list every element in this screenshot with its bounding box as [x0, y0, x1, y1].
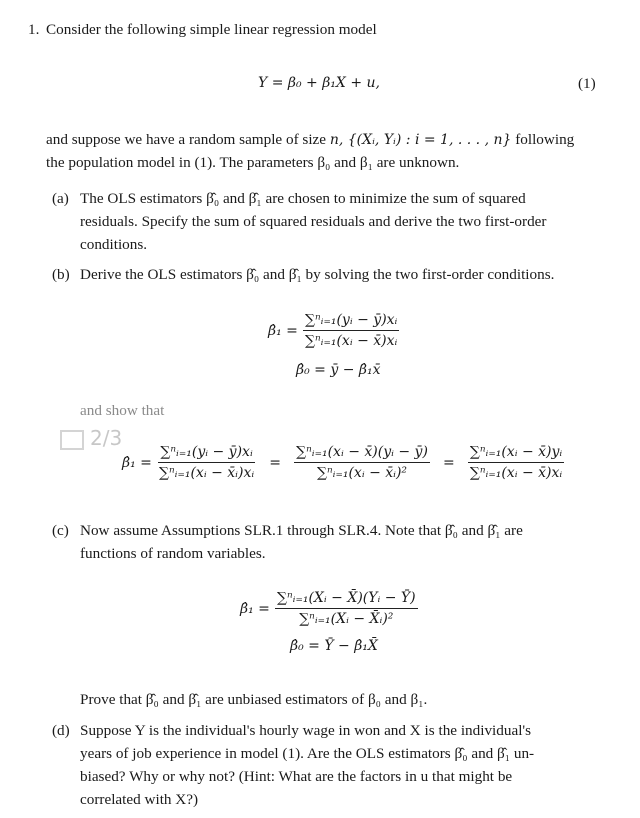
page-watermark-icon: [60, 430, 84, 450]
part-b-eq3-fraction2: [294, 444, 430, 481]
sample-text-a: and suppose we have a random sample of size: [46, 131, 327, 148]
part-b-eq3-fraction1: [157, 444, 256, 481]
page-watermark-text: 2/3: [90, 426, 123, 450]
part-d-line3: biased? Why or why not? (Hint: What are the factors in u that might be: [80, 768, 513, 785]
part-d-line1: Suppose Y is the individual's hourly wage in won and X is the individual's: [80, 722, 532, 739]
part-b-eq3-f3-denominator: ∑ⁿᵢ₌₁(xᵢ − x̄)xᵢ: [469, 465, 563, 481]
part-c-eq1-fraction: [275, 590, 418, 627]
part-b-eq1-denominator: ∑ⁿᵢ₌₁(xᵢ − x̄)xᵢ: [304, 333, 398, 349]
part-b-eq3-fraction3: [468, 444, 564, 481]
part-d-line4: correlated with X?): [80, 791, 199, 808]
part-a-label: (a): [52, 190, 69, 207]
sample-description-line1: [46, 131, 574, 148]
part-b-eq3-f2-numerator: ∑ⁿᵢ₌₁(xᵢ − x̄)(yᵢ − ȳ): [294, 444, 430, 463]
part-c-prove: Prove that β̂₀ and β̂₁ are unbiased estimators of β₀ and β₁.: [80, 691, 428, 708]
sample-text-c: following: [515, 131, 575, 148]
part-b-eq1-numerator: ∑ⁿᵢ₌₁(yᵢ − ȳ)xᵢ: [303, 312, 399, 331]
page-watermark: [60, 426, 122, 450]
part-c-beta0-equation: β̂₀ = Ȳ − β̂₁X̄: [290, 638, 378, 654]
part-b-label: (b): [52, 266, 70, 283]
equals-sign-1: =: [269, 455, 281, 471]
part-b-line1: Derive the OLS estimators β̂₀ and β̂₁ by solving the two first-order conditions.: [80, 266, 555, 283]
part-b-beta1-equation: [268, 312, 399, 349]
question-intro: Consider the following simple linear regression model: [46, 21, 377, 38]
part-d-line2: years of job experience in model (1). Are the OLS estimators β̂₀ and β̂₁ un-: [80, 745, 535, 762]
part-c-line2: functions of random variables.: [80, 545, 266, 562]
part-c-eq1-denominator: ∑ⁿᵢ₌₁(Xᵢ − X̄ᵢ)²: [299, 611, 394, 627]
equals-sign-2: =: [443, 455, 455, 471]
part-a-line1: The OLS estimators β̂₀ and β̂₁ are chosen to minimize the sum of squared: [80, 190, 526, 207]
part-b-eq3-lhs: β̂₁ =: [122, 455, 152, 471]
part-d-label: (d): [52, 722, 70, 739]
question-number: 1.: [28, 21, 40, 38]
part-b-beta0-equation: β̂₀ = ȳ − β̂₁x̄: [296, 362, 381, 378]
sample-set-notation: n, {(Xᵢ, Yᵢ) : i = 1, . . . , n}: [329, 132, 512, 148]
show-that-text: and show that: [80, 402, 165, 419]
model-equation: Y = β₀ + β₁X + u,: [258, 75, 380, 91]
part-c-beta1-equation: [240, 590, 418, 627]
part-b-eq1-fraction: [303, 312, 399, 349]
part-a-line2: residuals. Specify the sum of squared residuals and derive the two first-order: [80, 213, 547, 230]
part-b-beta1-identity: [122, 444, 564, 481]
part-b-eq1-lhs: β̂₁ =: [268, 323, 298, 339]
sample-description-line2: the population model in (1). The parameters β₀ and β₁ are unknown.: [46, 154, 460, 171]
part-b-eq3-f1-numerator: ∑ⁿᵢ₌₁(yᵢ − ȳ)xᵢ: [158, 444, 254, 463]
part-c-eq1-lhs: β̂₁ =: [240, 601, 270, 617]
part-c-label: (c): [52, 522, 69, 539]
part-c-eq1-numerator: ∑ⁿᵢ₌₁(Xᵢ − X̄)(Yᵢ − Ȳ): [275, 590, 418, 609]
part-a-line3: conditions.: [80, 236, 148, 253]
equation-label: (1): [578, 75, 596, 92]
part-b-eq3-f3-numerator: ∑ⁿᵢ₌₁(xᵢ − x̄)yᵢ: [468, 444, 564, 463]
part-b-eq3-f2-denominator: ∑ⁿᵢ₌₁(xᵢ − x̄ᵢ)²: [316, 465, 408, 481]
part-c-line1: Now assume Assumptions SLR.1 through SLR.4. Note that β̂₀ and β̂₁ are: [80, 522, 523, 539]
part-b-eq3-f1-denominator: ∑ⁿᵢ₌₁(xᵢ − x̄ᵢ)xᵢ: [158, 465, 255, 481]
